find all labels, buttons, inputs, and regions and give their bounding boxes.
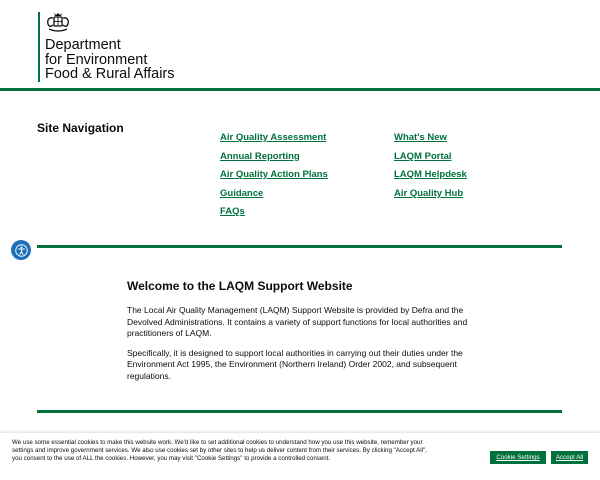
welcome-section bbox=[127, 279, 472, 390]
section-divider bbox=[37, 410, 562, 413]
list-item bbox=[394, 127, 467, 146]
list-item bbox=[220, 164, 328, 183]
nav-link-whats-new[interactable]: What's New bbox=[394, 132, 447, 143]
defra-logo[interactable] bbox=[38, 12, 175, 82]
nav-link-laqm-portal[interactable]: LAQM Portal bbox=[394, 150, 452, 162]
welcome-paragraph: Specifically, it is designed to support local authorities in carrying out their duties under the Environment Act 1995, the Environment (Northern Ireland) Order 2002, and subsequent regulations. bbox=[127, 347, 463, 381]
site-header bbox=[0, 0, 600, 88]
logo-text-line: Food & Rural Affairs bbox=[45, 66, 175, 82]
welcome-paragraph: The Local Air Quality Management (LAQM) Support Website is provided by Defra and the Devolved Administrations. It contains a variety of support functions for local authorities and practitioners of LAQM. bbox=[127, 305, 468, 338]
list-item bbox=[394, 183, 467, 202]
site-navigation-title: Site Navigation bbox=[37, 121, 124, 135]
nav-link-guidance[interactable]: Guidance bbox=[220, 187, 264, 199]
royal-coat-of-arms-icon bbox=[45, 12, 71, 34]
cookie-settings-button[interactable]: Cookie Settings bbox=[490, 451, 546, 464]
cookie-banner bbox=[0, 433, 600, 480]
nav-link-faqs[interactable]: FAQs bbox=[220, 206, 245, 217]
nav-link-air-quality-assessment[interactable]: Air Quality Assessment bbox=[220, 132, 327, 143]
accessibility-icon bbox=[15, 244, 28, 257]
list-item bbox=[220, 146, 328, 165]
site-navigation-column-1 bbox=[220, 127, 328, 220]
logo-text-line: for Environment bbox=[45, 51, 148, 68]
welcome-title: Welcome to the LAQM Support Website bbox=[127, 279, 353, 293]
cookie-message: We use some essential cookies to make this website work. We'd like to set additional cookies to understand how you use this website, remember your settings and improve government services. We also use cookies set by other sites to help us deliver content from their services. By clicking "Accept All", you consent to the use of ALL the cookies. However, you may visit "Cookie Settings" to provide a controlled consent. bbox=[12, 439, 427, 462]
list-item bbox=[220, 201, 328, 220]
logo-text-line: Department bbox=[45, 37, 121, 53]
list-item bbox=[220, 183, 328, 202]
site-navigation-column-2 bbox=[394, 127, 467, 201]
nav-link-air-quality-action-plans[interactable]: Air Quality Action Plans bbox=[220, 169, 328, 180]
header-divider bbox=[0, 88, 600, 91]
accessibility-button[interactable] bbox=[11, 240, 31, 260]
section-divider bbox=[37, 245, 562, 248]
list-item bbox=[394, 146, 467, 165]
list-item bbox=[220, 127, 328, 146]
list-item bbox=[394, 164, 467, 183]
accept-all-button[interactable]: Accept All bbox=[551, 451, 588, 464]
nav-link-laqm-helpdesk[interactable]: LAQM Helpdesk bbox=[394, 169, 467, 180]
nav-link-air-quality-hub[interactable]: Air Quality Hub bbox=[394, 187, 464, 199]
nav-link-annual-reporting[interactable]: Annual Reporting bbox=[220, 150, 300, 162]
